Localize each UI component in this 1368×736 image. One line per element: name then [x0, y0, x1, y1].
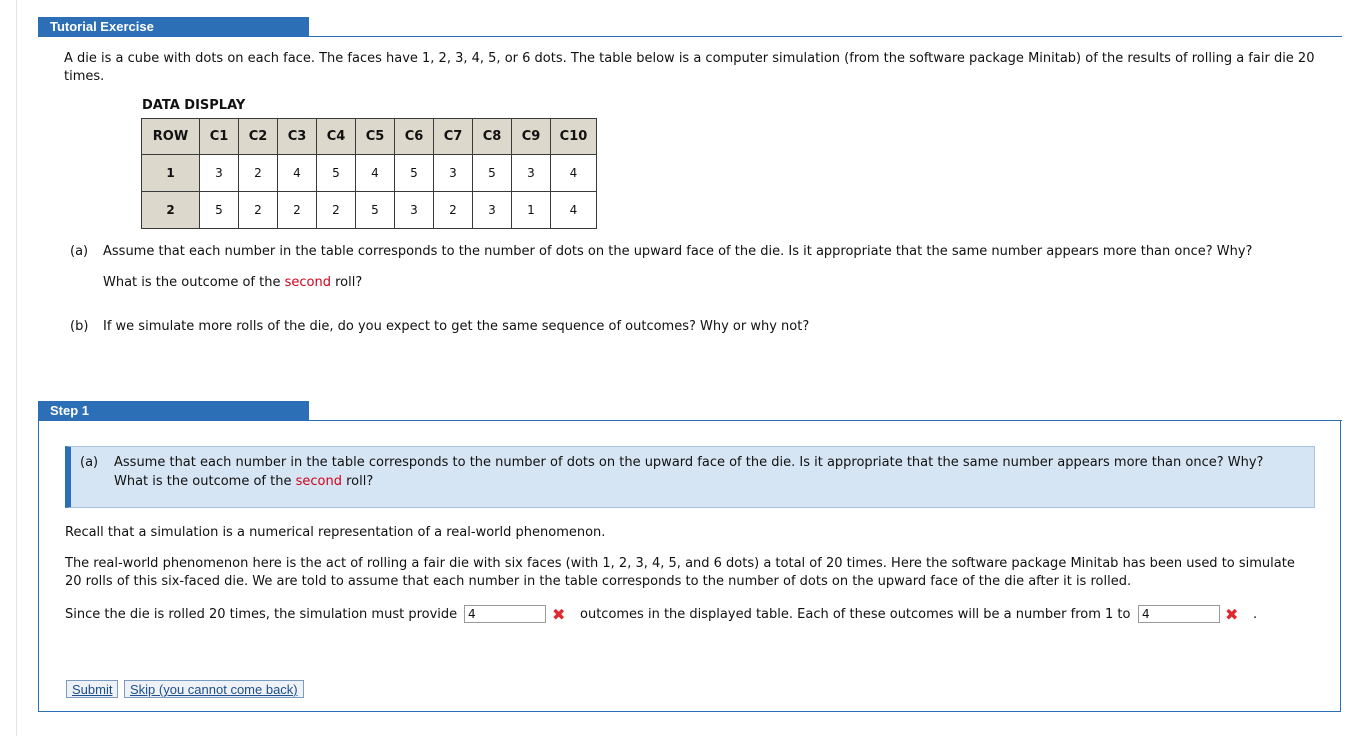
- table-header-cell: C6: [395, 119, 434, 155]
- table-cell: 3: [434, 155, 473, 192]
- answer-sentence-part2: outcomes in the displayed table. Each of these outcomes will be a number from 1 to: [580, 607, 1131, 622]
- table-header-cell: C2: [239, 119, 278, 155]
- outcomes-count-input[interactable]: [464, 605, 546, 623]
- recall-text: Recall that a simulation is a numerical representation of a real-world phenomenon.: [65, 525, 606, 540]
- skip-button[interactable]: Skip (you cannot come back): [124, 680, 304, 698]
- step1-subquestion: [114, 473, 373, 491]
- answer-sentence-part1: Since the die is rolled 20 times, the simulation must provide: [65, 607, 458, 622]
- table-row: [142, 192, 597, 229]
- table-cell: 2: [239, 155, 278, 192]
- table-header-cell: C4: [317, 119, 356, 155]
- step1-question-box: [65, 446, 1315, 508]
- part-b-label: (b): [70, 319, 89, 334]
- step1-highlight: second: [295, 474, 342, 489]
- step1-header-bar: [38, 401, 1342, 421]
- data-display-table: [141, 118, 597, 229]
- table-cell: 1: [512, 192, 551, 229]
- tutorial-header-title: Tutorial Exercise: [38, 17, 309, 36]
- table-header-cell: ROW: [142, 119, 200, 155]
- part-a-label: (a): [70, 244, 89, 259]
- table-cell: 2: [278, 192, 317, 229]
- part-a-subquestion: [103, 274, 362, 292]
- step1-subquestion-post: roll?: [341, 474, 374, 489]
- step1-question-text: Assume that each number in the table corresponds to the number of dots on the upward face of the die. Is it appropriate that the same number appears more than once? Why?: [114, 455, 1264, 470]
- table-header-cell: C7: [434, 119, 473, 155]
- table-cell: 4: [278, 155, 317, 192]
- step1-subquestion-pre: What is the outcome of the: [114, 474, 296, 489]
- table-header-cell: C8: [473, 119, 512, 155]
- table-header-cell: C1: [200, 119, 239, 155]
- table-cell: 3: [200, 155, 239, 192]
- tutorial-header-bar: [38, 17, 1342, 37]
- table-row-label: 1: [142, 155, 200, 192]
- table-cell: 4: [551, 192, 597, 229]
- table-cell: 5: [200, 192, 239, 229]
- part-a-question: Assume that each number in the table corresponds to the number of dots on the upward face of the die. Is it appropriate that the same number appears more than once? Why?: [103, 244, 1253, 259]
- table-cell: 5: [317, 155, 356, 192]
- data-display-title: DATA DISPLAY: [142, 98, 246, 113]
- page-left-border: [16, 0, 17, 736]
- table-cell: 2: [317, 192, 356, 229]
- incorrect-icon: ✖: [1225, 605, 1239, 624]
- max-outcome-input[interactable]: [1138, 605, 1220, 623]
- intro-text: A die is a cube with dots on each face. The faces have 1, 2, 3, 4, 5, or 6 dots. The table below is a computer simulation (from the software package Minitab) of the results of rolling a fair die 20 times.: [64, 51, 1315, 84]
- table-cell: 2: [239, 192, 278, 229]
- table-cell: 4: [551, 155, 597, 192]
- table-header-cell: C9: [512, 119, 551, 155]
- table-cell: 2: [434, 192, 473, 229]
- part-b-question: If we simulate more rolls of the die, do you expect to get the same sequence of outcomes? Why or why not?: [103, 319, 810, 334]
- table-cell: 3: [512, 155, 551, 192]
- incorrect-icon: ✖: [552, 605, 566, 624]
- table-header-cell: C10: [551, 119, 597, 155]
- table-cell: 5: [395, 155, 434, 192]
- part-a-subquestion-pre: What is the outcome of the: [103, 275, 285, 290]
- table-header-cell: C3: [278, 119, 317, 155]
- step1-question-label: (a): [80, 455, 99, 470]
- phenomenon-text: The real-world phenomenon here is the act of rolling a fair die with six faces (with 1, 2, 3, 4, 5, and 6 dots) a total of 20 times. Here the software package Minitab has been used to simulate 20 rolls of this six-faced die. We are told to assume that each number in the table corresponds to the number of dots on the upward face of the die after it is rolled.: [65, 556, 1295, 589]
- part-a-subquestion-post: roll?: [330, 275, 363, 290]
- table-row-label: 2: [142, 192, 200, 229]
- table-cell: 3: [473, 192, 512, 229]
- table-header-row: [142, 119, 597, 155]
- table-cell: 5: [356, 192, 395, 229]
- step1-header-title: Step 1: [38, 401, 309, 420]
- table-cell: 4: [356, 155, 395, 192]
- submit-button[interactable]: Submit: [66, 680, 118, 698]
- answer-sentence-end: .: [1253, 607, 1258, 622]
- table-cell: 5: [473, 155, 512, 192]
- table-row: [142, 155, 597, 192]
- table-header-cell: C5: [356, 119, 395, 155]
- part-a-highlight: second: [284, 275, 331, 290]
- table-cell: 3: [395, 192, 434, 229]
